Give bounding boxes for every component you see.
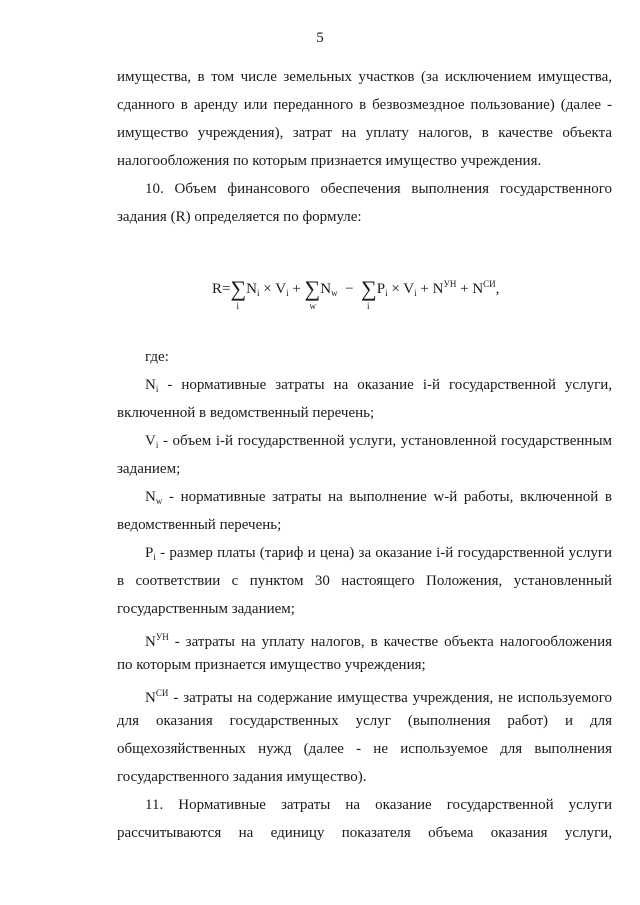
text-line: имущества, в том числе земельных участков (за исключением имущества, [117,69,612,85]
text-line: включенной в ведомственный перечень; [117,405,375,421]
sum-i-2: ∑ i [361,276,377,311]
sum-w: ∑ w [304,276,321,311]
text-line: по которым признается имущество учреждения; [117,657,426,673]
text-line: общехозяйственных нужд (далее - не используемое для выполнения [117,741,612,757]
text-line: в соответствии с пунктом 30 настоящего Положения, установленный [117,573,612,589]
text-line: государственного задания имущество). [117,769,367,785]
formula-r: R= [212,281,231,297]
text-line: ведомственный перечень; [117,517,282,533]
definition-nsi: $N^{СИ}$ - затраты на содержание имущества учреждения, не используемого [145,688,612,706]
text-line: для оказания государственных услуг (выполнения работ) и для [117,713,612,729]
formula: R=∑ i $N_i \times V_i$ + ∑ w $N_w$ − ∑ i $P_i \times V_i + N^{УН} + N^{СИ}$, [212,276,500,311]
definition-nuh: $N^{УН}$ - затраты на уплату налогов, в качестве объекта налогообложения [145,632,612,650]
paragraph-10-line: задания (R) определяется по формуле: [117,209,362,225]
text-line: заданием; [117,461,181,477]
paragraph-10-line: 10. Объем финансового обеспечения выполнения государственного [145,181,612,197]
text-line: государственным заданием; [117,601,295,617]
definition-vi: $V_i$ - объем i-й государственной услуги, установленной государственным [145,433,613,450]
definition-nw: $N_w$ - нормативные затраты на выполнение w-й работы, включенной в [145,489,613,506]
definition-ni: $N_i$ - нормативные затраты на оказание i-й государственной услуги, [145,377,613,394]
where-label: где: [145,349,169,365]
text-line: сданного в аренду или переданного в безвозмездное пользование) (далее - [117,97,612,113]
text-line: имущество учреждения), затрат на уплату налогов, в качестве объекта [117,125,612,141]
text-line: налогообложения по которым признается имущество учреждения. [117,153,542,169]
paragraph-11-line: 11. Нормативные затраты на оказание государственной услуги [145,797,612,813]
paragraph-11-line: рассчитываются на единицу показателя объема оказания услуги, [117,825,612,841]
definition-pi: $P_i$ - размер платы (тариф и цена) за оказание i-й государственной услуги [145,545,612,562]
sum-i: ∑ i [230,276,247,311]
page-number: 5 [316,30,324,46]
